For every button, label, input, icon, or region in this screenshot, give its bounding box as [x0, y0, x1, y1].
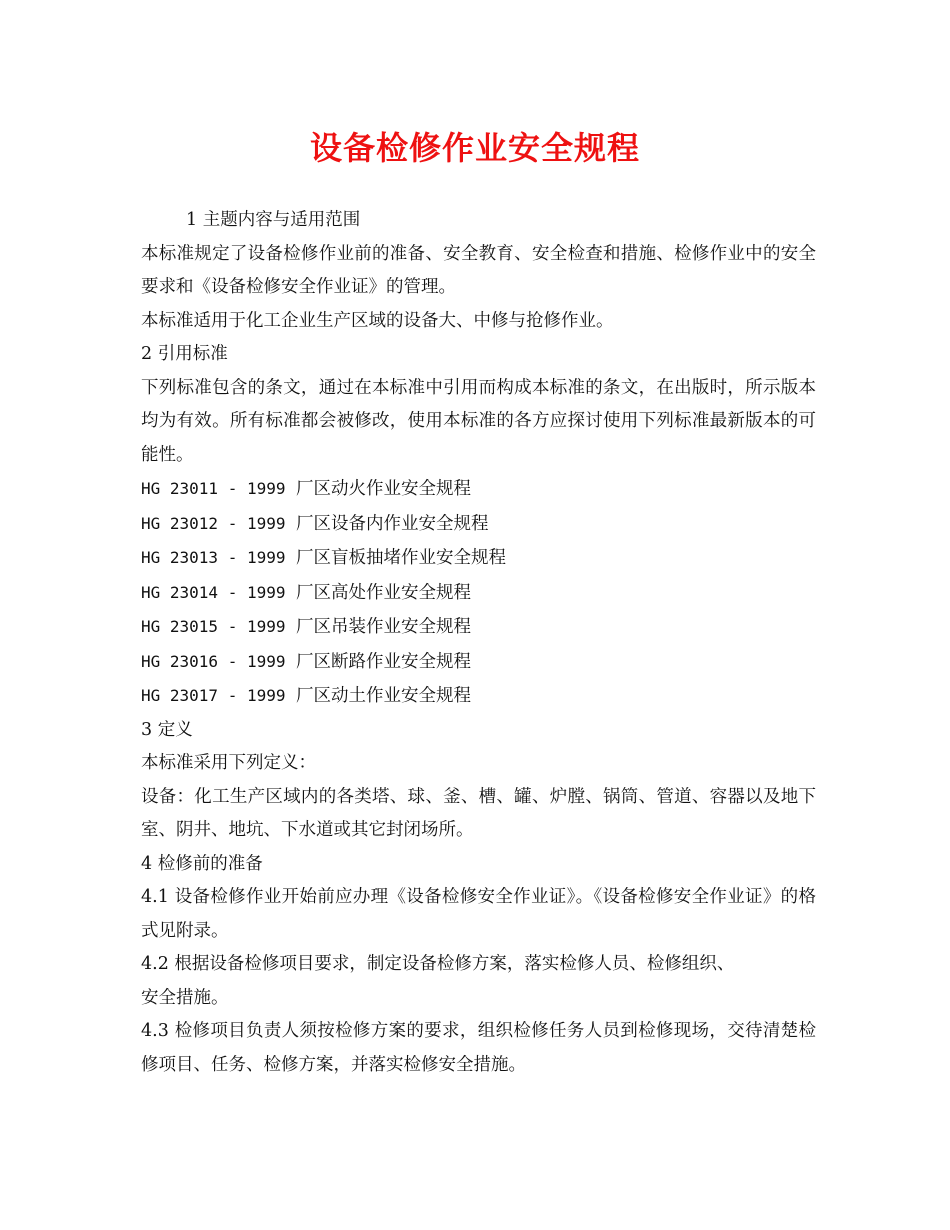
- section-4-item-3: 4.3 检修项目负责人须按检修方案的要求，组织检修任务人员到检修现场，交待清楚检修项目、任务、检修方案，并落实检修安全措施。: [141, 1021, 816, 1075]
- section-3-definition: 设备：化工生产区域内的各类塔、球、釜、槽、罐、炉膛、锅筒、管道、容器以及地下室、阴井、地坑、下水道或其它封闭场所。: [141, 786, 816, 840]
- reference-name: 厂区高处作业安全规程: [296, 582, 472, 603]
- reference-item: [141, 645, 816, 680]
- reference-code: HG 23015 - 1999: [141, 617, 286, 636]
- reference-name: 厂区动土作业安全规程: [296, 686, 472, 706]
- section-3-heading: 3 定义: [141, 719, 193, 740]
- reference-code: HG 23016 - 1999: [141, 651, 286, 671]
- reference-code: HG 23013 - 1999: [141, 548, 286, 567]
- reference-item: [141, 541, 816, 576]
- reference-name: 厂区动火作业安全规程: [296, 479, 472, 499]
- reference-item: [141, 507, 816, 542]
- section-4-heading: 4 检修前的准备: [141, 853, 263, 874]
- reference-list: [141, 472, 816, 714]
- reference-code: HG 23011 - 1999: [141, 479, 286, 498]
- section-1-heading: 1 主题内容与适用范围: [186, 210, 361, 230]
- document-title: 设备检修作业安全规程: [309, 129, 640, 167]
- reference-name: 厂区盲板抽堵作业安全规程: [296, 548, 507, 568]
- reference-code: HG 23017 - 1999: [141, 686, 286, 705]
- reference-name: 厂区设备内作业安全规程: [296, 513, 489, 534]
- section-1-paragraph-1: 本标准规定了设备检修作业前的准备、安全教育、安全检查和措施、检修作业中的安全要求和《设备检修安全作业证》的管理。: [141, 243, 816, 297]
- section-4-item-2-line-1: 4.2 根据设备检修项目要求，制定设备检修方案，落实检修人员、检修组织、: [141, 954, 735, 974]
- reference-item: [141, 576, 816, 611]
- section-4-item-2-line-2: 安全措施。: [141, 987, 229, 1008]
- reference-item: [141, 610, 816, 645]
- section-2-heading: 2 引用标准: [141, 344, 228, 364]
- section-2-paragraph-1: 下列标准包含的条文，通过在本标准中引用而构成本标准的条文，在出版时，所示版本均为有效。所有标准都会被修改，使用本标准的各方应探讨使用下列标准最新版本的可能性。: [141, 377, 816, 465]
- reference-code: HG 23014 - 1999: [141, 582, 286, 602]
- document-body: [141, 204, 816, 1082]
- reference-item: [141, 472, 816, 507]
- reference-name: 厂区断路作业安全规程: [296, 651, 472, 672]
- section-1-paragraph-2: 本标准适用于化工企业生产区域的设备大、中修与抢修作业。: [141, 310, 614, 331]
- section-3-paragraph-1: 本标准采用下列定义：: [141, 753, 316, 773]
- section-4-item-1: 4.1 设备检修作业开始前应办理《设备检修安全作业证》。《设备检修安全作业证》的格式见附录。: [141, 887, 816, 941]
- reference-name: 厂区吊装作业安全规程: [296, 617, 472, 637]
- reference-code: HG 23012 - 1999: [141, 513, 286, 533]
- reference-item: [141, 679, 816, 714]
